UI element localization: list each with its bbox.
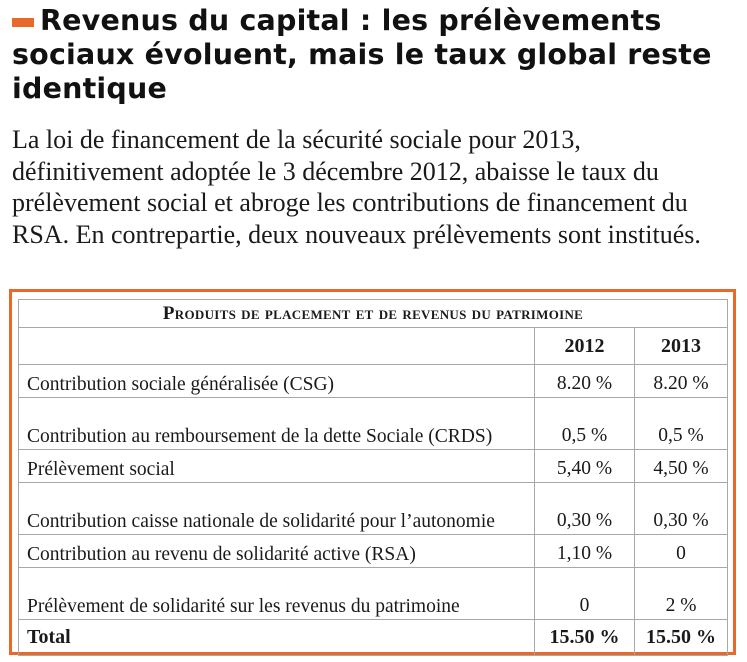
article-headline xyxy=(12,4,737,106)
value-2012: 5,40 % xyxy=(535,450,635,483)
row-label: Contribution caisse nationale de solidarité pour l’autonomie xyxy=(19,483,535,535)
headline-text: Revenus du capital : les prélèvements sociaux évoluent, mais le taux global reste identique xyxy=(12,4,712,105)
value-2012: 0,5 % xyxy=(535,398,635,450)
row-label: Prélèvement social xyxy=(19,450,535,483)
table-row xyxy=(19,365,728,398)
headline-marker xyxy=(12,18,34,27)
value-2012: 1,10 % xyxy=(535,535,635,568)
row-label: Contribution au revenu de solidarité active (RSA) xyxy=(19,535,535,568)
value-2013: 0 xyxy=(635,535,728,568)
value-2012: 0 xyxy=(535,568,635,620)
value-2013: 8.20 % xyxy=(635,365,728,398)
header-2013: 2013 xyxy=(635,328,728,365)
value-2012: 8.20 % xyxy=(535,365,635,398)
table-caption: Produits de placement et de revenus du patrimoine xyxy=(19,300,728,328)
row-label: Contribution au remboursement de la dette Sociale (CRDS) xyxy=(19,398,535,450)
table-row xyxy=(19,398,728,450)
table-row xyxy=(19,450,728,483)
header-2012: 2012 xyxy=(535,328,635,365)
total-2013: 15.50 % xyxy=(635,620,728,656)
lead-paragraph: La loi de financement de la sécurité sociale pour 2013, définitivement adoptée le 3 décembre 2012, abaisse le taux du prélèvement social et abroge les contributions de financement du RSA. En contrepartie, deux nouveaux prélèvements sont institués. xyxy=(12,125,701,249)
table-row xyxy=(19,568,728,620)
row-label: Contribution sociale généralisée (CSG) xyxy=(19,365,535,398)
value-2013: 0,30 % xyxy=(635,483,728,535)
value-2013: 2 % xyxy=(635,568,728,620)
table-row xyxy=(19,535,728,568)
levies-table-frame xyxy=(9,289,736,655)
table-header-row xyxy=(19,328,728,365)
value-2013: 4,50 % xyxy=(635,450,728,483)
total-row xyxy=(19,620,728,656)
row-label: Prélèvement de solidarité sur les revenus du patrimoine xyxy=(19,568,535,620)
header-empty-cell xyxy=(19,328,535,365)
total-2012: 15.50 % xyxy=(535,620,635,656)
value-2013: 0,5 % xyxy=(635,398,728,450)
value-2012: 0,30 % xyxy=(535,483,635,535)
total-label: Total xyxy=(19,620,535,656)
table-caption-row xyxy=(19,300,728,328)
levies-table xyxy=(18,299,728,656)
table-row xyxy=(19,483,728,535)
